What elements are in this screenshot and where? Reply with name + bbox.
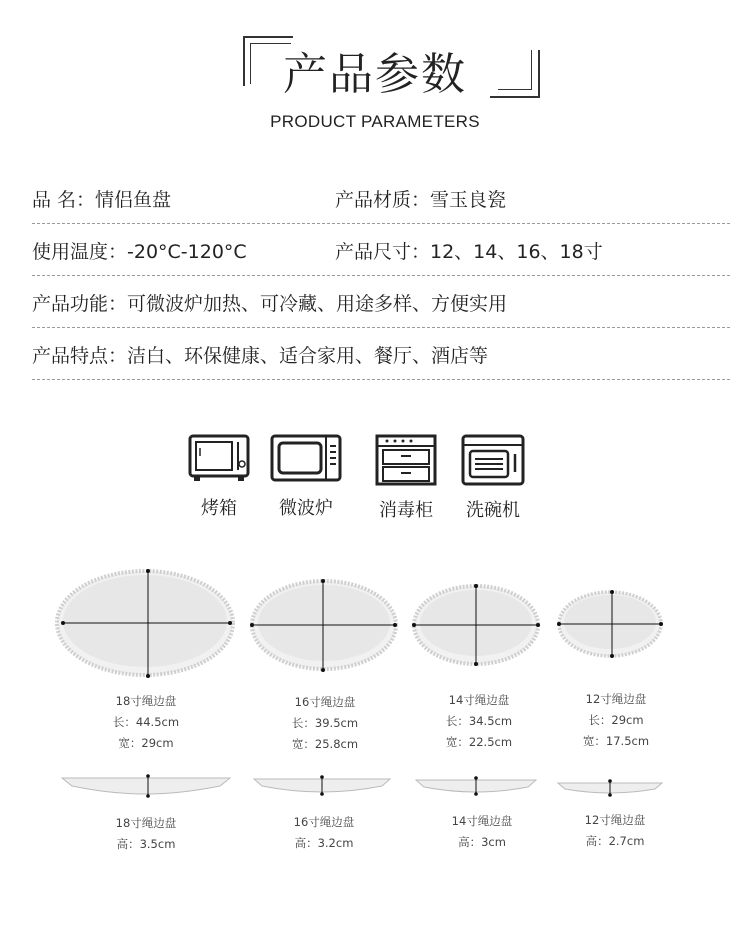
sterilizer-cabinet-icon (375, 434, 437, 486)
appliance-label-dishwasher: 洗碗机 (466, 500, 520, 521)
plate-length: 长：34.5cm (445, 714, 513, 728)
param-row-features (32, 327, 730, 380)
plate-side-caption-12 (545, 810, 685, 852)
param-row-function (32, 275, 730, 328)
plate-caption-12 (546, 689, 686, 752)
param-features: 产品特点：洁白、环保健康、适合家用、餐厅、酒店等 (32, 345, 489, 367)
plate-side-caption-16 (254, 812, 394, 854)
plate-top-14 (407, 580, 547, 670)
page-subtitle: PRODUCT PARAMETERS (270, 112, 480, 131)
appliance-microwave (266, 434, 346, 520)
appliance-oven (179, 434, 259, 520)
param-row-temperature-size (32, 223, 730, 276)
plate-height: 高：3cm (458, 835, 506, 849)
plate-side-18 (60, 772, 232, 798)
plate-width: 宽：17.5cm (582, 734, 650, 748)
plate-side-14 (414, 776, 538, 796)
plate-side-caption-18 (76, 813, 216, 855)
plate-top-12 (553, 586, 668, 662)
appliance-dishwasher (453, 434, 533, 522)
plate-side-12 (556, 779, 664, 797)
page-header (0, 0, 750, 140)
param-material: 产品材质：雪玉良瓷 (335, 189, 507, 211)
plate-caption-14 (409, 690, 549, 753)
plate-caption-18 (76, 691, 216, 754)
param-row-name-material (32, 171, 730, 224)
plate-name: 18寸绳边盘 (115, 694, 177, 708)
param-function: 产品功能：可微波炉加热、可冷藏、用途多样、方便实用 (32, 293, 508, 315)
plate-caption-16 (255, 692, 395, 755)
plate-name: 18寸绳边盘 (115, 816, 177, 830)
param-size: 产品尺寸：12、14、16、18寸 (335, 241, 603, 263)
plate-height: 高：2.7cm (585, 834, 645, 848)
plate-width: 宽：29cm (118, 736, 174, 750)
plate-top-16 (245, 575, 405, 675)
plate-name: 12寸绳边盘 (584, 813, 646, 827)
page-title: 产品参数 (283, 49, 467, 100)
plate-name: 12寸绳边盘 (585, 692, 647, 706)
appliance-label-microwave: 微波炉 (279, 498, 333, 519)
plate-length: 长：29cm (588, 713, 644, 727)
plate-side-caption-14 (412, 811, 552, 853)
oven-icon (188, 434, 250, 484)
plate-height: 高：3.5cm (116, 837, 176, 851)
appliance-sterilizer (366, 434, 446, 522)
plate-width: 宽：22.5cm (445, 735, 513, 749)
plate-width: 宽：25.8cm (291, 737, 359, 751)
plate-name: 14寸绳边盘 (451, 814, 513, 828)
param-temperature: 使用温度：-20°C-120°C (32, 241, 247, 263)
appliance-label-oven: 烤箱 (201, 498, 237, 519)
appliance-label-sterilizer: 消毒柜 (379, 500, 433, 521)
plate-side-16 (252, 774, 392, 796)
plate-name: 16寸绳边盘 (294, 695, 356, 709)
plate-top-18 (50, 566, 240, 686)
plate-name: 14寸绳边盘 (448, 693, 510, 707)
dishwasher-icon (461, 434, 525, 486)
plate-height: 高：3.2cm (294, 836, 354, 850)
microwave-icon (270, 434, 342, 484)
plate-length: 长：44.5cm (112, 715, 180, 729)
plate-length: 长：39.5cm (291, 716, 359, 730)
plate-name: 16寸绳边盘 (293, 815, 355, 829)
param-name: 品 名：情侣鱼盘 (32, 189, 172, 211)
